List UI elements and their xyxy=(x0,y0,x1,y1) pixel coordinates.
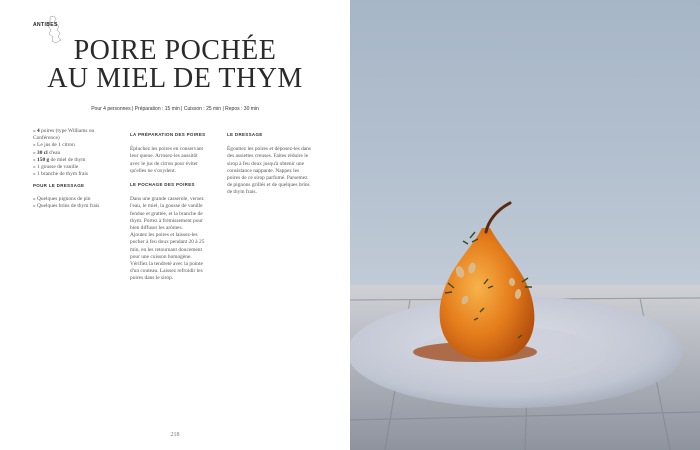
dressage-ingredients-heading: POUR LE DRESSAGE xyxy=(33,183,85,189)
page-number: 218 xyxy=(170,432,180,438)
recipe-title-line1: POIRE POCHÉE xyxy=(73,35,277,66)
region-label: ANTIBES xyxy=(33,22,58,28)
dish-photo xyxy=(350,0,700,450)
ingredient-item: » Le jus de 1 citron xyxy=(33,142,75,149)
ingredient-item: » 4 poires (type Williams ou Conférence) xyxy=(33,128,95,142)
ingredients-list xyxy=(33,128,105,178)
steps-column-2 xyxy=(227,129,313,203)
ingredient-item: » 1 gousse de vanille xyxy=(33,164,79,171)
preparation-text: Épluchez les poires en conservant leur queue. Arrosez-les aussitôt avec le jus de citron pour éviter qu'elles ne s'oxydent. xyxy=(130,146,204,174)
pochage-text-1: Dans une grande casserole, versez l'eau, le miel, la gousse de vanille fendue et grattée, et la branche de thym. Portez à frémissement pour bien diffuser les arômes. xyxy=(130,196,204,232)
dish-photo-illustration xyxy=(350,0,700,450)
pochage-text-2: Ajoutez les poires et laissez-les pocher à feu doux pendant 20 à 25 min, en les retournant doucement pour une cuisson homogène. Vérifiez la tendreté avec la pointe d'un couteau. Laissez refroidir les poires dans le sirop. xyxy=(130,232,205,282)
dressage-ingredient-item: » Quelques brins de thym frais xyxy=(33,202,100,209)
ingredients-column xyxy=(33,128,105,210)
preparation-heading: LA PRÉPARATION DES POIRES xyxy=(130,132,206,137)
dressage-ingredients-list xyxy=(33,196,105,210)
steps-column-1 xyxy=(130,129,207,289)
sea-background xyxy=(350,0,700,300)
dressage-heading: LE DRESSAGE xyxy=(227,132,263,137)
dressage-ingredient-item: » Quelques pignons de pin xyxy=(33,195,91,202)
ingredient-item: » 150 g de miel de thym xyxy=(33,156,86,163)
recipe-meta: Pour 4 personnes | Préparation : 15 min | Cuisson : 25 min | Repos : 30 min xyxy=(91,106,259,112)
recipe-title-line2: AU MIEL DE THYM xyxy=(47,63,303,94)
pochage-heading: LE POCHAGE DES POIRES xyxy=(130,182,195,188)
ingredient-item: » 30 cl d'eau xyxy=(33,149,61,156)
ingredient-item: » 1 branche de thym frais xyxy=(33,171,88,178)
dressage-text: Égouttez les poires et déposez-les dans des assiettes creuses. Faites réduire le sirop à feu doux jusqu'à obtenir une consistance nappante. Nappez les poires de ce sirop parfumé. Parsemez de pignons grillés et de quelques brins de thym frais. xyxy=(227,146,311,196)
